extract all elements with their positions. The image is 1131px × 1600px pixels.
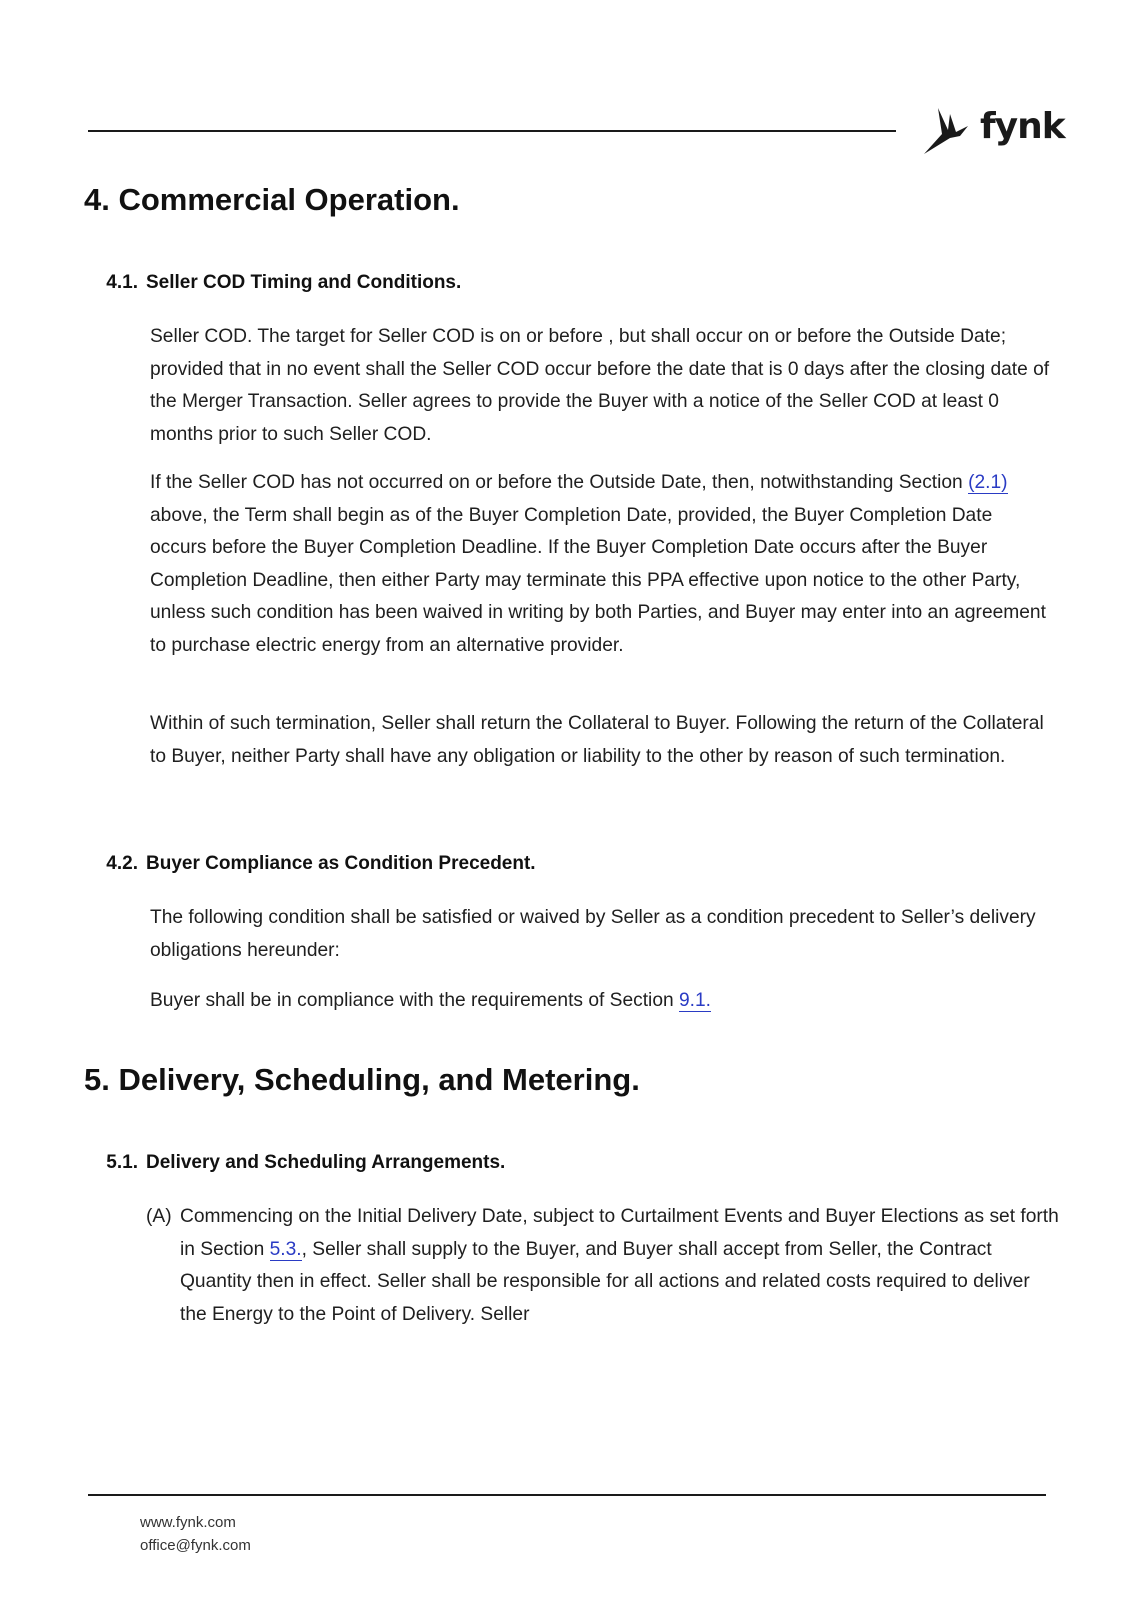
bird-logo-icon: [920, 104, 976, 160]
header-rule: [88, 130, 896, 132]
section-9-1-link[interactable]: 9.1.: [679, 990, 712, 1011]
list-item-a-text: Commencing on the Initial Delivery Date, subject to Curtailment Events and Buyer Elections as set forth in Section 5.3., Seller shall supply to the Buyer, and Buyer shall accept from Seller, the Contract Quantity then in effect. Seller shall be responsible for all actions and related costs required to deliver the Energy to the Point of Delivery. Seller: [180, 1206, 1059, 1325]
section-4-2-paragraph-2: Buyer shall be in compliance with the requirements of Section 9.1.: [150, 990, 712, 1011]
section-2-1-link[interactable]: (2.1): [968, 472, 1008, 493]
section-4-2-paragraph-1: The following condition shall be satisfied or waived by Seller as a condition precedent to Seller’s delivery obligations hereunder:: [150, 907, 1036, 961]
section-5-3-link[interactable]: 5.3.: [269, 1238, 302, 1260]
section-4-2-title: Buyer Compliance as Condition Precedent.: [146, 853, 536, 874]
section-4-1-paragraph-3: Within of such termination, Seller shall return the Collateral to Buyer. Following the return of the Collateral to Buyer, neither Party shall have any obligation or liability to the other by reason of such termination.: [150, 713, 1044, 767]
section-4-1-paragraph-1: Seller COD. The target for Seller COD is on or before , but shall occur on or before the Outside Date; provided that in no event shall the Seller COD occur before the date that is 0 days after the closing date of the Merger Transaction. Seller agrees to provide the Buyer with a notice of the Seller COD at least 0 months prior to such Seller COD.: [150, 326, 1050, 445]
section-4-2-heading: [92, 853, 536, 875]
section-4-1-number: 4.1.: [106, 272, 138, 293]
section-4-1-title: Seller COD Timing and Conditions.: [146, 272, 462, 293]
footer-website: www.fynk.com: [140, 1514, 236, 1531]
section-4-1-paragraph-2: If the Seller COD has not occurred on or before the Outside Date, then, notwithstanding Section (2.1) above, the Term shall begin as of the Buyer Completion Date, provided, the Buyer Completion Date occurs before the Buyer Completion Deadline. If the Buyer Completion Date occurs after the Buyer Completion Deadline, then either Party may terminate this PPA effective upon notice to the other Party, unless such condition has been waived in writing by both Parties, and Buyer may enter into an agreement to purchase electric energy from an alternative provider.: [150, 472, 1046, 656]
section-5-1-number: 5.1.: [106, 1152, 138, 1173]
section-5-1-heading: [92, 1152, 505, 1174]
list-marker-a: (A): [146, 1206, 172, 1227]
section-4-heading: 4. Commercial Operation.: [84, 182, 460, 217]
fynk-logo: [920, 104, 1065, 160]
section-4-1-heading: [92, 272, 461, 294]
section-4-2-number: 4.2.: [106, 853, 138, 874]
footer-email: office@fynk.com: [140, 1537, 251, 1554]
logo-text: fynk: [980, 106, 1065, 147]
footer-rule: [88, 1494, 1046, 1496]
section-5-1-title: Delivery and Scheduling Arrangements.: [146, 1152, 506, 1173]
section-5-heading: 5. Delivery, Scheduling, and Metering.: [84, 1062, 640, 1097]
